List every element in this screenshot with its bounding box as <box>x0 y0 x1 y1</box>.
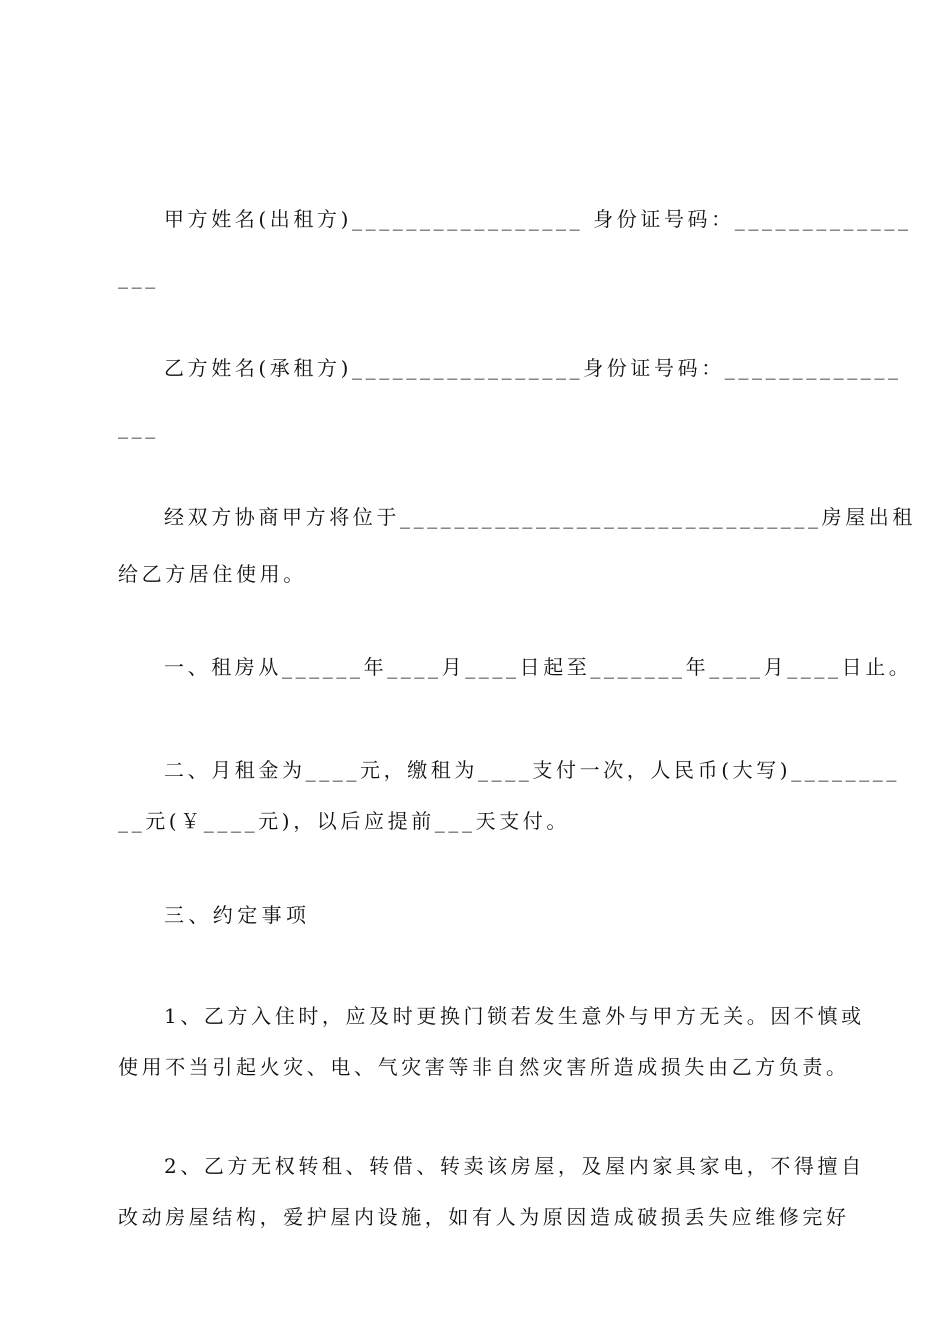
matter-1-line-1: 1、乙方入住时，应及时更换门锁若发生意外与甲方无关。因不慎或 <box>164 1004 865 1028</box>
matter-1-line-2: 使用不当引起火灾、电、气灾害等非自然灾害所造成损失由乙方负责。 <box>118 1055 850 1079</box>
rent-clause-line-2: __元(￥____元)，以后应提前___天支付。 <box>118 809 571 833</box>
matter-2-line-1: 2、乙方无权转租、转借、转卖该房屋，及屋内家具家电，不得擅自 <box>164 1154 865 1178</box>
lease-term-clause: 一、租房从______年____月____日起至_______年____月____日止。 <box>164 655 913 679</box>
property-location-line: 经双方协商甲方将位于_______________________________房屋出租 <box>164 505 916 529</box>
landlord-id-continuation: ___ <box>118 265 159 289</box>
landlord-name-id-line: 甲方姓名(出租方)_________________ 身份证号码：_____________ <box>164 207 912 231</box>
matter-2-line-2: 改动房屋结构，爱护屋内设施，如有人为原因造成破损丢失应维修完好 <box>118 1205 850 1229</box>
tenant-name-id-line: 乙方姓名(承租方)_________________身份证号码：_____________ <box>164 356 902 380</box>
property-usage-line: 给乙方居住使用。 <box>118 562 307 586</box>
agreed-matters-heading: 三、约定事项 <box>164 903 311 927</box>
rent-clause-line-1: 二、月租金为____元，缴租为____支付一次，人民币(大写)________ <box>164 758 901 782</box>
tenant-id-continuation: ___ <box>118 415 159 439</box>
